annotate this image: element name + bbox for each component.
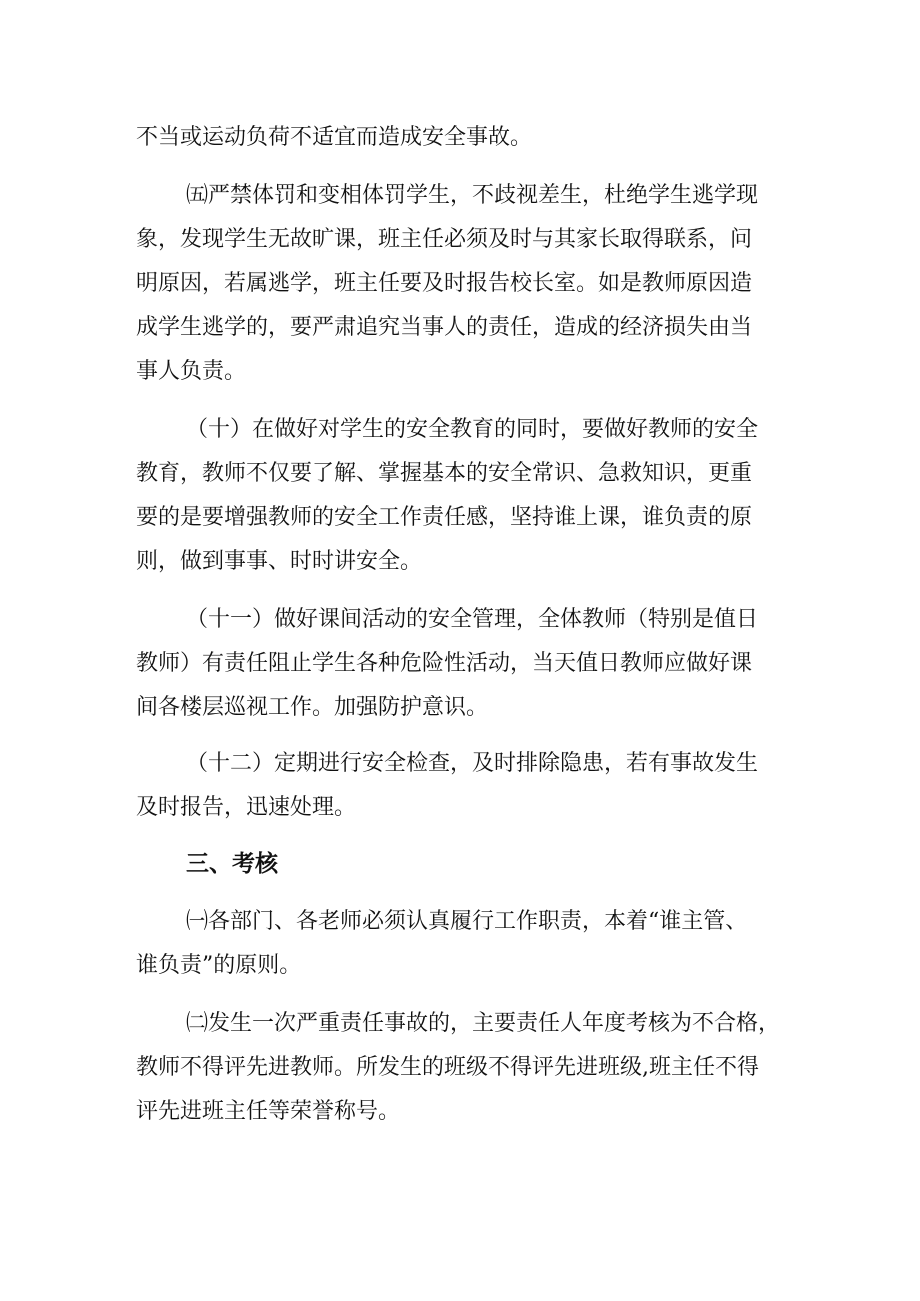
paragraph-line: （十）在做好对学生的安全教育的同时，要做好教师的安全: [186, 417, 759, 442]
paragraph-line: 明原因，若属逃学，班主任要及时报告校长室。如是教师原因造: [136, 271, 753, 296]
paragraph-line: （十二）定期进行安全检查，及时排除隐患，若有事故发生: [186, 751, 759, 776]
paragraph-line: 成学生逃学的，要严肃追究当事人的责任，造成的经济损失由当: [136, 315, 753, 340]
paragraph-line: 则，做到事事、时时讲安全。: [136, 549, 423, 574]
paragraph-line: ㈡发生一次严重责任事故的，主要责任人年度考核为不合格，: [186, 1011, 781, 1036]
paragraph-line: 教育，教师不仅要了解、掌握基本的安全常识、急救知识，更重: [136, 461, 753, 486]
paragraph-line: ㈤严禁体罚和变相体罚学生，不歧视差生，杜绝学生逃学现: [186, 183, 759, 208]
section-heading: 三、考核: [186, 850, 278, 877]
paragraph-line: 事人负责。: [136, 359, 247, 384]
paragraph-line: 及时报告，迅速处理。: [136, 795, 357, 820]
paragraph-line: ㈠各部门、各老师必须认真履行工作职责，本着“谁主管、: [186, 909, 748, 934]
paragraph-line: 教师）有责任阻止学生各种危险性活动，当天值日教师应做好课: [136, 651, 753, 676]
paragraph-line: 象，发现学生无故旷课，班主任必须及时与其家长取得联系，问: [136, 227, 753, 252]
paragraph-line: 评先进班主任等荣誉称号。: [136, 1099, 401, 1124]
paragraph-line: 谁负责”的原则。: [136, 953, 302, 978]
paragraph-line: 要的是要增强教师的安全工作责任感，坚持谁上课，谁负责的原: [136, 505, 753, 530]
paragraph-line: 不当或运动负荷不适宜而造成安全事故。: [136, 125, 533, 150]
paragraph-line: 教师不得评先进教师。所发生的班级不得评先进班级,班主任不得: [136, 1055, 759, 1080]
paragraph-line: （十一）做好课间活动的安全管理，全体教师（特别是值日: [186, 607, 759, 632]
paragraph-line: 间各楼层巡视工作。加强防护意识。: [136, 695, 489, 720]
